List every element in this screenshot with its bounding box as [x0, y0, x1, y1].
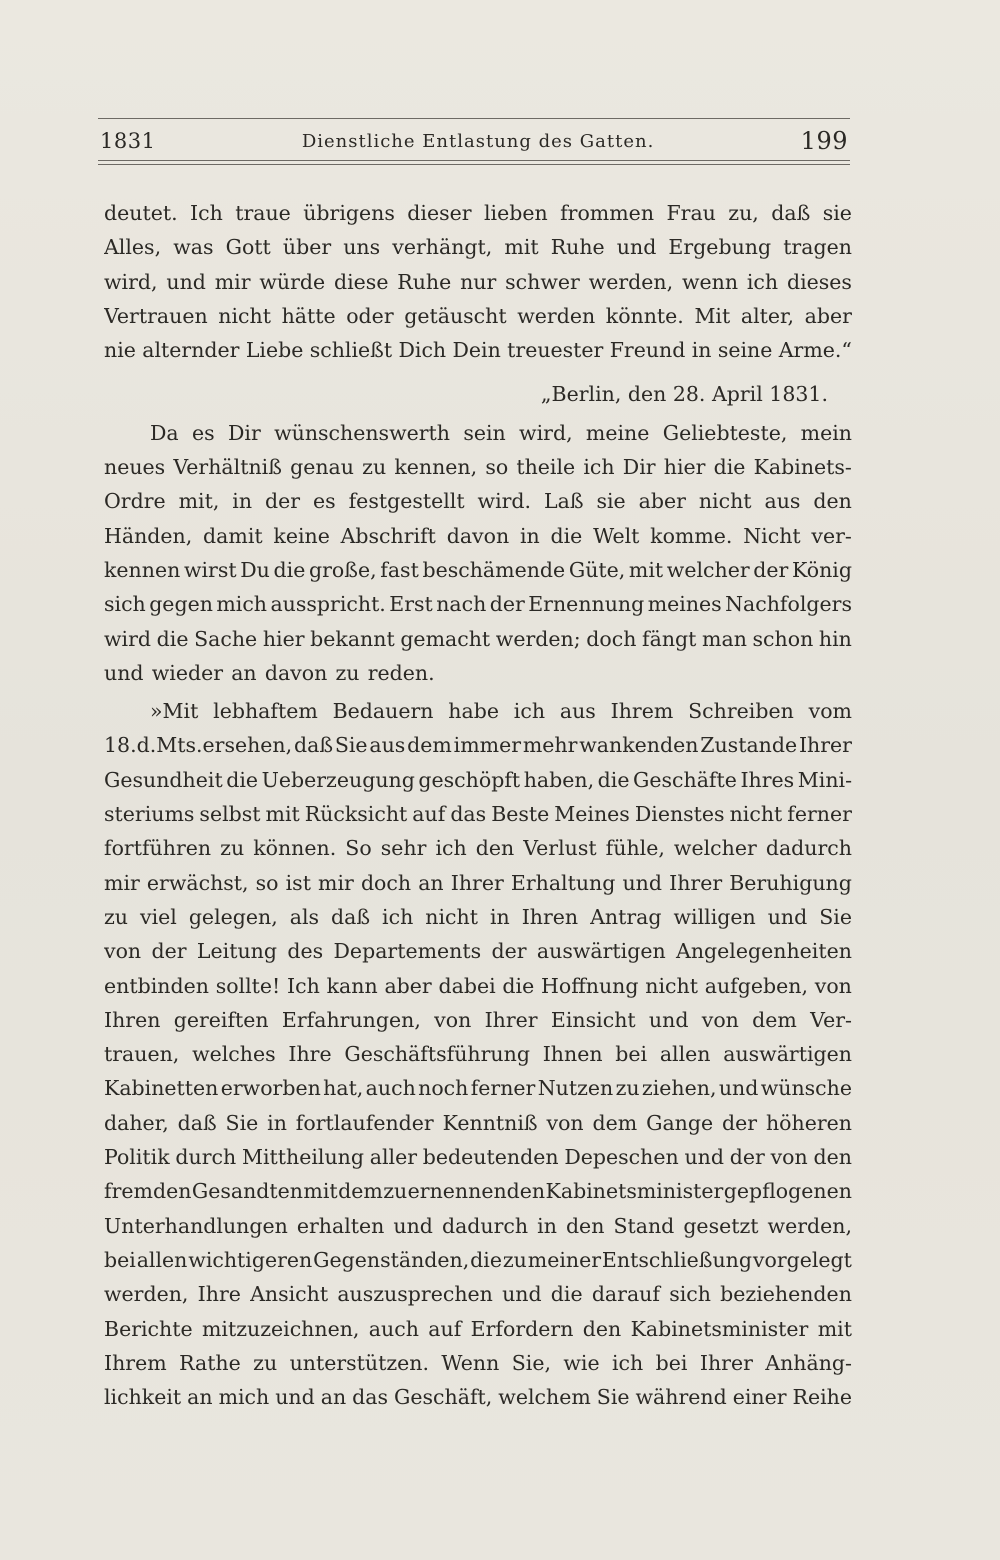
header-title: Dienstliche Entlastung des Gatten. [301, 130, 655, 152]
text-line: bei allen wichtigeren Gegenständen, die zu meiner Entschließung vorgelegt [104, 1247, 852, 1272]
text-line: Da es Dir wünschenswerth sein wird, meine Geliebteste, mein [150, 420, 852, 445]
text-line: mir erwächst, so ist mir doch an Ihrer Erhaltung und Ihrer Beruhigung [104, 870, 852, 895]
paragraph-1 [104, 196, 852, 367]
text-line: fortführen zu können. So sehr ich den Verlust fühle, welcher dadurch [104, 836, 852, 861]
text-line: trauen, welches Ihre Geschäftsführung Ihnen bei allen auswärtigen [104, 1042, 852, 1067]
text-line: Vertrauen nicht hätte oder getäuscht werden könnte. Mit alter, aber [104, 303, 852, 328]
text-line: wird die Sache hier bekannt gemacht werden; doch fängt man schon hin [104, 626, 852, 651]
text-line: kennen wirst Du die große, fast beschämende Güte, mit welcher der König [104, 557, 852, 582]
text-line: Gesundheit die Ueberzeugung geschöpft haben, die Geschäfte Ihres Mini- [104, 767, 852, 792]
running-header [100, 124, 848, 158]
text-line: Alles, was Gott über uns verhängt, mit Ruhe und Ergebung tragen [104, 235, 852, 260]
text-line: sich gegen mich ausspricht. Erst nach der Ernennung meines Nachfolgers [104, 592, 852, 617]
text-line: Kabinetten erworben hat, auch noch ferner Nutzen zu ziehen, und wünsche [104, 1076, 852, 1101]
text-line: neues Verhältniß genau zu kennen, so theile ich Dir hier die Kabinets- [104, 455, 852, 480]
header-rule-bottom-1 [98, 160, 850, 161]
text-line: steriums selbst mit Rücksicht auf das Beste Meines Dienstes nicht ferner [104, 802, 852, 827]
text-line: entbinden sollte! Ich kann aber dabei die Hoffnung nicht aufgeben, von [104, 973, 852, 998]
text-line: fremden Gesandten mit dem zu ernennenden Kabinetsminister gepflogenen [104, 1179, 852, 1204]
text-line: »Mit lebhaftem Bedauern habe ich aus Ihrem Schreiben vom [150, 699, 852, 724]
page-body [104, 196, 852, 1414]
header-rule-bottom-2 [98, 164, 850, 165]
header-year: 1831 [100, 129, 156, 153]
text-line: daher, daß Sie in fortlaufender Kenntniß von dem Gange der höheren [104, 1110, 852, 1135]
text-line: 18.d.Mts.ersehen, daß Sie aus dem immer mehr wankenden Zustande Ihrer [104, 733, 852, 758]
header-rule-top [98, 118, 850, 119]
text-line: Unterhandlungen erhalten und dadurch in den Stand gesetzt werden, [104, 1213, 852, 1238]
text-line: Händen, damit keine Abschrift davon in die Welt komme. Nicht ver- [104, 523, 852, 548]
text-line: lichkeit an mich und an das Geschäft, welchem Sie während einer Reihe [104, 1385, 852, 1410]
paragraph-2 [104, 416, 852, 690]
page-number: 199 [800, 127, 848, 155]
dateline-text: „Berlin, den 28. April 1831. [540, 382, 828, 407]
text-line: zu viel gelegen, als daß ich nicht in Ihren Antrag willigen und Sie [104, 904, 852, 929]
text-line: Berichte mitzuzeichnen, auch auf Erfordern den Kabinetsminister mit [104, 1316, 852, 1341]
paragraph-3 [104, 694, 852, 1414]
text-line: werden, Ihre Ansicht auszusprechen und die darauf sich beziehenden [104, 1282, 852, 1307]
text-line: von der Leitung des Departements der auswärtigen Angelegenheiten [104, 939, 852, 964]
dateline [104, 377, 852, 411]
text-line: deutet. Ich traue übrigens dieser lieben frommen Frau zu, daß sie [104, 201, 852, 225]
text-line: nie alternder Liebe schließt Dich Dein treuester Freund in seine Arme.“ [104, 338, 852, 363]
text-line: Politik durch Mittheilung aller bedeutenden Depeschen und der von den [104, 1145, 852, 1170]
text-line: Ordre mit, in der es festgestellt wird. Laß sie aber nicht aus den [104, 489, 852, 514]
text-line: wird, und mir würde diese Ruhe nur schwer werden, wenn ich dieses [104, 269, 852, 294]
text-line: Ihren gereiften Erfahrungen, von Ihrer Einsicht und von dem Ver- [104, 1007, 852, 1032]
text-line: Ihrem Rathe zu unterstützen. Wenn Sie, wie ich bei Ihrer Anhäng- [104, 1350, 852, 1375]
text-line: und wieder an davon zu reden. [104, 660, 435, 685]
